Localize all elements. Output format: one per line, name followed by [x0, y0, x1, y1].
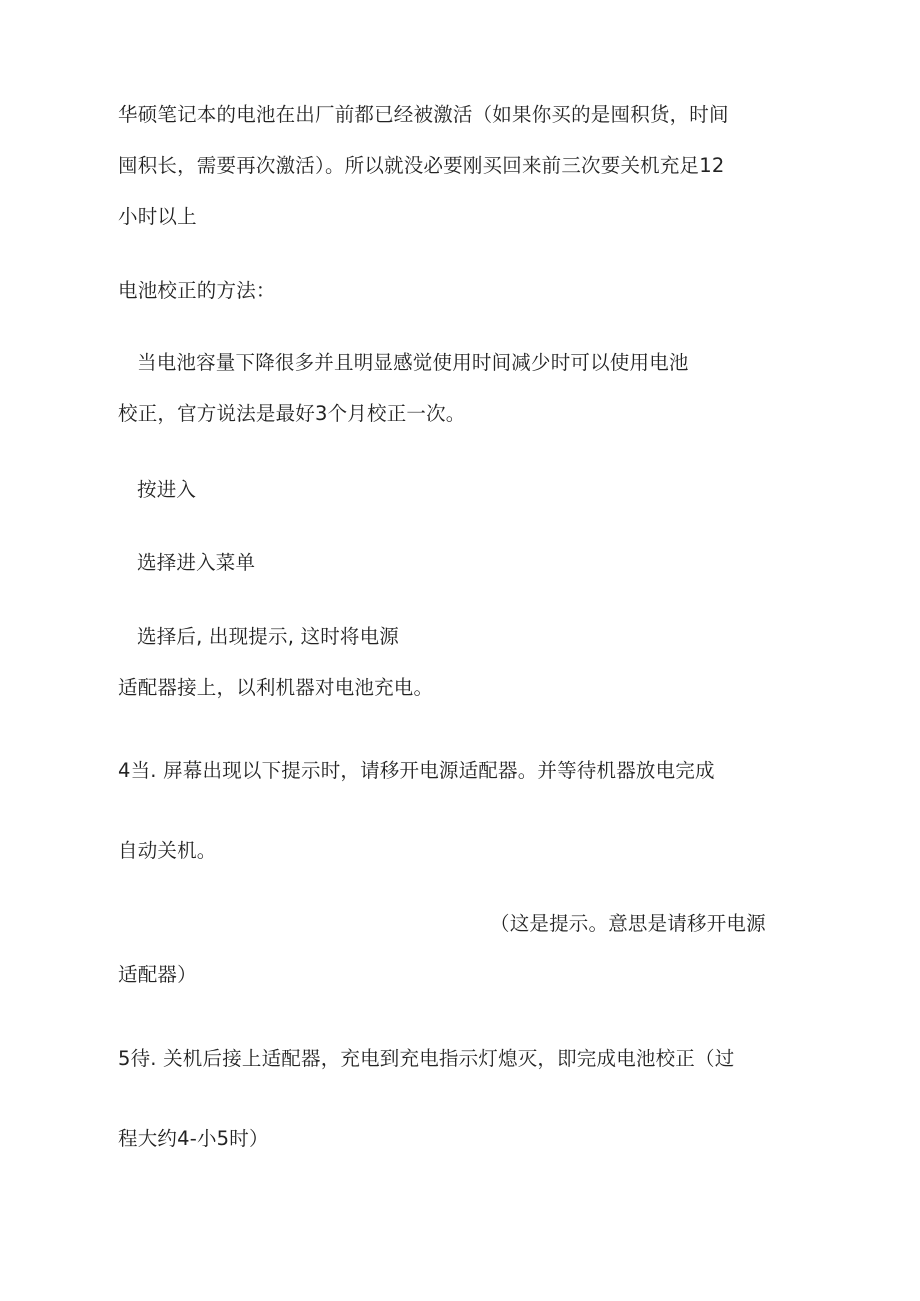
activation-paragraph-line-2: 囤积长，需要再次激活）。所以就没必要刚买回来前三次要关机充足12	[118, 154, 725, 177]
intro-paragraph-line-2: 校正，官方说法是最好3个月校正一次。	[118, 402, 466, 425]
step-connect-line-2: 适配器接上，以利机器对电池充电。	[118, 676, 434, 699]
step-press-enter: 按进入	[137, 478, 197, 501]
intro-paragraph-line-1: 当电池容量下降很多并且明显感觉使用时间减少时可以使用电池	[137, 351, 689, 374]
step-connect-line-1: 选择后, 出现提示, 这时将电源	[137, 625, 399, 648]
step-5-line-2: 程大约4-小5时）	[118, 1127, 269, 1150]
step-4-line-2: 自动关机。	[118, 839, 217, 862]
step-5-line-1: 5待. 关机后接上适配器，充电到充电指示灯熄灭，即完成电池校正（过	[118, 1047, 735, 1070]
note-line-1: （这是提示。意思是请移开电源	[490, 912, 766, 935]
step-select-menu: 选择进入菜单	[137, 551, 256, 574]
note-line-2: 适配器）	[118, 963, 197, 986]
activation-paragraph-line-1: 华硕笔记本的电池在出厂前都已经被激活（如果你买的是囤积货，时间	[118, 103, 729, 126]
calibration-heading: 电池校正的方法：	[118, 279, 276, 302]
step-4-line-1: 4当. 屏幕出现以下提示时，请移开电源适配器。并等待机器放电完成	[118, 759, 715, 782]
activation-paragraph-line-3: 小时以上	[118, 205, 197, 228]
